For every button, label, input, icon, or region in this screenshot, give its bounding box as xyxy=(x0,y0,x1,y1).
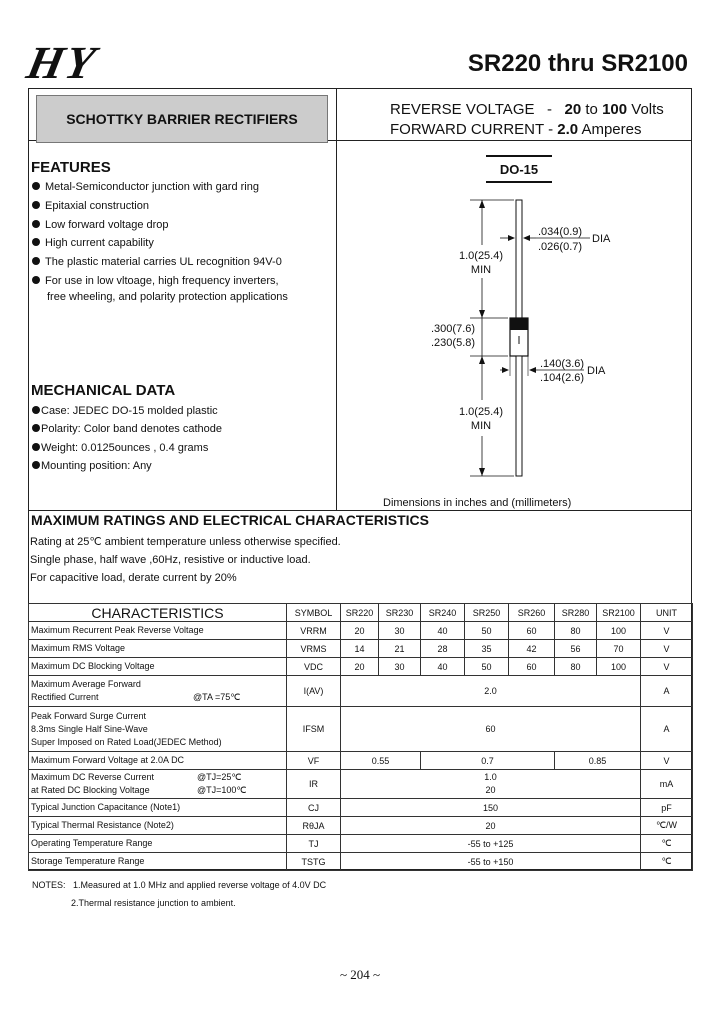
bottom-lead-min: MIN xyxy=(470,420,492,432)
body-length-min: .230(5.8) xyxy=(431,337,476,349)
arrow-right-icon xyxy=(508,235,515,241)
row-symbol: I(AV) xyxy=(287,676,341,707)
row-label: Typical Thermal Resistance (Note2) xyxy=(29,817,287,835)
bullet-icon xyxy=(32,443,40,451)
forward-current-unit: Amperes xyxy=(581,121,642,138)
row-unit: ℃ xyxy=(641,853,693,871)
divider xyxy=(28,510,692,511)
row-symbol: TJ xyxy=(287,835,341,853)
column-divider xyxy=(336,88,337,510)
table-header-row xyxy=(29,604,693,622)
bullet-icon xyxy=(32,182,40,190)
do15-package-drawing xyxy=(340,190,690,490)
body-length-max: .300(7.6) xyxy=(431,323,476,335)
table-row xyxy=(29,622,693,640)
cell: 50 xyxy=(465,622,509,640)
row-label xyxy=(29,676,287,707)
arrow-left-icon xyxy=(529,367,536,373)
mechanical-item: Case: JEDEC DO-15 molded plastic xyxy=(32,405,218,417)
bullet-icon xyxy=(32,220,40,228)
table-row xyxy=(29,835,693,853)
bullet-icon xyxy=(32,461,40,469)
cell: 100 xyxy=(597,622,641,640)
row-label: Storage Temperature Range xyxy=(29,853,287,871)
feature-item: Epitaxial construction xyxy=(32,200,149,212)
arrow-up-icon xyxy=(479,356,485,364)
row-label: Maximum RMS Voltage xyxy=(29,640,287,658)
ratings-line-2: Single phase, half wave ,60Hz, resistive or inductive load. xyxy=(30,554,311,566)
cell: 20 xyxy=(341,658,379,676)
bullet-icon xyxy=(32,238,40,246)
cell: 80 xyxy=(555,658,597,676)
col-part: SR240 xyxy=(421,604,465,622)
row-label xyxy=(29,770,287,799)
row-label xyxy=(29,707,287,752)
arrow-left-icon xyxy=(523,235,530,241)
cell: 30 xyxy=(379,658,421,676)
cell: 42 xyxy=(509,640,555,658)
bullet-icon xyxy=(32,406,40,414)
characteristics-table xyxy=(28,603,693,871)
cell: 21 xyxy=(379,640,421,658)
table-row xyxy=(29,770,693,799)
table-row xyxy=(29,752,693,770)
mechanical-item: Polarity: Color band denotes cathode xyxy=(32,423,222,435)
col-part: SR280 xyxy=(555,604,597,622)
dimensions-note: Dimensions in inches and (millimeters) xyxy=(383,497,572,509)
bottom-lead xyxy=(516,356,522,476)
product-type-box xyxy=(36,95,328,143)
note-1 xyxy=(32,880,326,890)
feature-item: The plastic material carries UL recognition 94V-0 xyxy=(32,256,282,268)
lead-dia-label: DIA xyxy=(592,233,611,245)
avg-forward-condition: @TA =75℃ xyxy=(193,692,241,702)
part-range-title: SR220 thru SR2100 xyxy=(467,50,688,77)
cell: 14 xyxy=(341,640,379,658)
reverse-voltage-min: 20 xyxy=(564,101,582,118)
lead-dia-max: .034(0.9) xyxy=(538,226,583,238)
table-row xyxy=(29,640,693,658)
lead-dia-min: .026(0.7) xyxy=(538,241,583,253)
col-part: SR2100 xyxy=(597,604,641,622)
row-symbol: CJ xyxy=(287,799,341,817)
mechanical-item: Weight: 0.0125ounces , 0.4 grams xyxy=(32,442,208,454)
ratings-line-1: Rating at 25℃ ambient temperature unless otherwise specified. xyxy=(30,536,341,548)
row-label: Typical Junction Capacitance (Note1) xyxy=(29,799,287,817)
body-dia-max: .140(3.6) xyxy=(540,358,585,370)
ir-label-2: at Rated DC Blocking Voltage xyxy=(31,785,150,795)
row-unit: mA xyxy=(641,770,693,799)
page-number: ~ 204 ~ xyxy=(339,967,381,982)
col-characteristics: CHARACTERISTICS xyxy=(29,604,287,622)
cell: 2.0 xyxy=(341,676,641,707)
cell: 70 xyxy=(597,640,641,658)
col-part: SR250 xyxy=(465,604,509,622)
bullet-icon xyxy=(32,424,40,432)
table-row xyxy=(29,676,693,707)
ir-label-1: Maximum DC Reverse Current xyxy=(31,772,155,782)
note-2: 2.Thermal resistance junction to ambient. xyxy=(71,898,236,908)
col-part: SR220 xyxy=(341,604,379,622)
cell: 0.7 xyxy=(421,752,555,770)
row-symbol: VRMS xyxy=(287,640,341,658)
table-row xyxy=(29,853,693,871)
row-symbol: TSTG xyxy=(287,853,341,871)
feature-item: High current capability xyxy=(32,237,154,249)
bullet-icon xyxy=(32,201,40,209)
row-label: Maximum Recurrent Peak Reverse Voltage xyxy=(29,622,287,640)
row-unit: A xyxy=(641,707,693,752)
row-unit: pF xyxy=(641,799,693,817)
forward-current-line: FORWARD CURRENT - 2.0 Amperes xyxy=(390,121,642,138)
product-type: SCHOTTKY BARRIER RECTIFIERS xyxy=(66,111,298,127)
cell: 56 xyxy=(555,640,597,658)
reverse-voltage-unit: Volts xyxy=(631,101,664,118)
row-unit: V xyxy=(641,752,693,770)
surge-label-1: Peak Forward Surge Current xyxy=(31,710,147,721)
notes-label: NOTES: xyxy=(32,880,66,890)
bottom-lead-length: 1.0(25.4) xyxy=(458,406,504,418)
ratings-title: MAXIMUM RATINGS AND ELECTRICAL CHARACTERISTICS xyxy=(31,512,429,528)
reverse-voltage-to: to xyxy=(585,101,598,118)
cell: 0.55 xyxy=(341,752,421,770)
ir-value-2: 20 xyxy=(485,785,496,795)
body-dia-label: DIA xyxy=(587,365,606,377)
row-unit: V xyxy=(641,640,693,658)
voltage-current-summary xyxy=(390,100,664,140)
cell: 60 xyxy=(509,658,555,676)
row-unit: V xyxy=(641,658,693,676)
cell: 60 xyxy=(509,622,555,640)
ir-value-1: 1.0 xyxy=(484,772,497,782)
cathode-band xyxy=(510,318,528,330)
cell: 150 xyxy=(341,799,641,817)
cell: 80 xyxy=(555,622,597,640)
row-symbol: VF xyxy=(287,752,341,770)
cell: -55 to +150 xyxy=(341,853,641,871)
cell: 28 xyxy=(421,640,465,658)
bullet-icon xyxy=(32,276,40,284)
cell: 20 xyxy=(341,622,379,640)
surge-label-2: 8.3ms Single Half Sine-Wave xyxy=(31,723,148,734)
avg-forward-label-2: Rectified Current xyxy=(31,692,99,702)
arrow-down-icon xyxy=(479,468,485,476)
cell: 40 xyxy=(421,622,465,640)
cell: 60 xyxy=(341,707,641,752)
cell: 50 xyxy=(465,658,509,676)
ir-condition-2: @TJ=100℃ xyxy=(197,785,247,795)
row-unit: ℃/W xyxy=(641,817,693,835)
row-label: Maximum Forward Voltage at 2.0A DC xyxy=(29,752,287,770)
row-symbol: RθJA xyxy=(287,817,341,835)
table-row xyxy=(29,658,693,676)
reverse-voltage-label: REVERSE VOLTAGE xyxy=(390,101,535,118)
surge-label-3: Super Imposed on Rated Load(JEDEC Method) xyxy=(31,736,222,747)
row-unit: ℃ xyxy=(641,835,693,853)
bullet-icon xyxy=(32,257,40,265)
row-unit: V xyxy=(641,622,693,640)
mechanical-item: Mounting position: Any xyxy=(32,460,152,472)
row-label: Operating Temperature Range xyxy=(29,835,287,853)
col-unit: UNIT xyxy=(641,604,693,622)
ir-condition-1: @TJ=25℃ xyxy=(197,772,242,782)
top-lead-length: 1.0(25.4) xyxy=(458,250,504,262)
cell: 30 xyxy=(379,622,421,640)
row-symbol: VDC xyxy=(287,658,341,676)
package-name: DO-15 xyxy=(499,161,539,177)
note-1-text: 1.Measured at 1.0 MHz and applied reverse voltage of 4.0V DC xyxy=(73,880,327,890)
avg-forward-label-1: Maximum Average Forward xyxy=(31,679,141,689)
ratings-line-3: For capacitive load, derate current by 20% xyxy=(30,572,237,584)
col-part: SR230 xyxy=(379,604,421,622)
body-dia-min: .104(2.6) xyxy=(540,372,585,384)
reverse-voltage-line: REVERSE VOLTAGE - 20 to 100 Volts xyxy=(390,101,664,118)
cell: -55 to +125 xyxy=(341,835,641,853)
cell: 0.85 xyxy=(555,752,641,770)
feature-item: For use in low vltoage, high frequency inverters, xyxy=(32,275,279,287)
cell: 35 xyxy=(465,640,509,658)
feature-item: Metal-Semiconductor junction with gard ring xyxy=(32,181,259,193)
cell xyxy=(341,770,641,799)
top-lead-min: MIN xyxy=(470,264,492,276)
row-unit: A xyxy=(641,676,693,707)
arrow-up-icon xyxy=(479,200,485,208)
arrow-down-icon xyxy=(479,310,485,318)
feature-item: Low forward voltage drop xyxy=(32,219,169,231)
company-logo: HY xyxy=(22,37,102,88)
package-label xyxy=(486,155,552,183)
table-row xyxy=(29,799,693,817)
forward-current-label: FORWARD CURRENT xyxy=(390,121,544,138)
row-symbol: IFSM xyxy=(287,707,341,752)
top-lead xyxy=(516,200,522,321)
row-symbol: VRRM xyxy=(287,622,341,640)
cell: 20 xyxy=(341,817,641,835)
cell: 100 xyxy=(597,658,641,676)
cell: 40 xyxy=(421,658,465,676)
mechanical-title: MECHANICAL DATA xyxy=(31,382,176,399)
feature-item: free wheeling, and polarity protection applications xyxy=(47,291,288,303)
reverse-voltage-max: 100 xyxy=(602,101,628,118)
col-symbol: SYMBOL xyxy=(287,604,341,622)
table-row xyxy=(29,707,693,752)
table-row xyxy=(29,817,693,835)
col-part: SR260 xyxy=(509,604,555,622)
features-title: FEATURES xyxy=(31,159,111,176)
arrow-right-icon xyxy=(502,367,509,373)
forward-current-value: 2.0 xyxy=(557,121,579,138)
row-label: Maximum DC Blocking Voltage xyxy=(29,658,287,676)
row-symbol: IR xyxy=(287,770,341,799)
